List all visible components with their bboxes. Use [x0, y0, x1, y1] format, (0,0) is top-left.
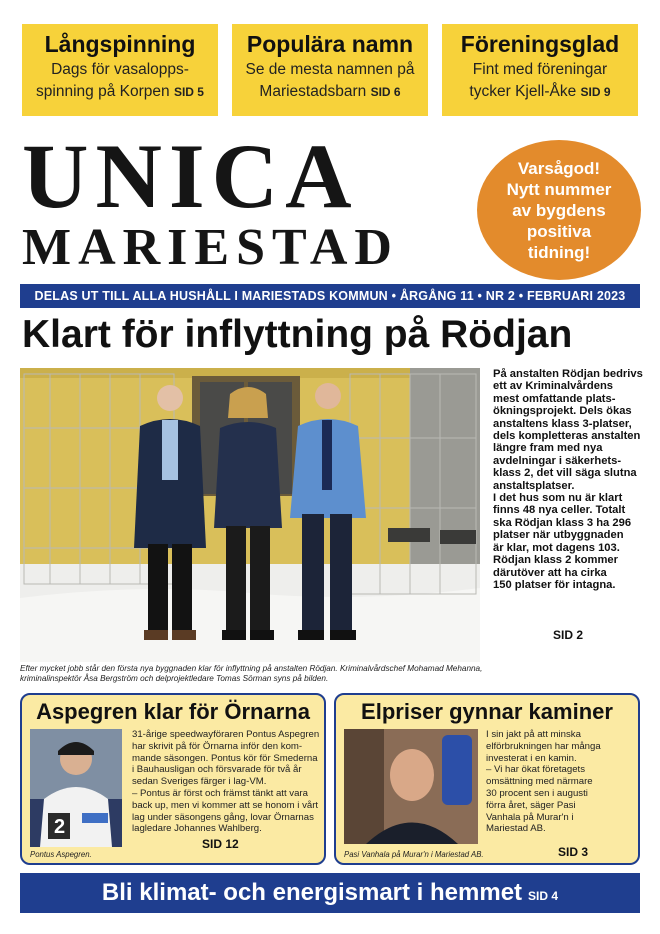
- banner-page: SID 4: [528, 889, 559, 903]
- story-box-aspegren[interactable]: [20, 693, 326, 865]
- box-line: Mariestad AB.: [486, 823, 546, 835]
- box-line: lagledare Johannes Wahlberg.: [132, 823, 262, 835]
- article-line: avdelningar i säkerhets-: [493, 454, 622, 467]
- box-line: omsättning med närmare: [486, 776, 593, 788]
- box-caption: Pasi Vanhala på Murar'n i Mariestad AB.: [344, 850, 484, 859]
- main-article-text: [493, 368, 643, 591]
- box-line: elförbrukningen har många: [486, 740, 601, 752]
- article-line: längre fram med nya: [493, 442, 603, 455]
- box-line: lag under säsongens gång, lovar Örnarnas: [132, 811, 314, 823]
- badge-line: Varsågod!: [517, 158, 601, 178]
- teaser-line: Fint med föreningar: [472, 61, 608, 78]
- article-line: anstaltens klass 3-platser,: [493, 417, 632, 430]
- teaser-langspinning[interactable]: [22, 24, 218, 116]
- masthead-unica: UNICA: [22, 125, 359, 227]
- teaser-line: Dags för vasalopps-: [51, 61, 189, 78]
- article-line: dels kompletteras anstalten: [493, 430, 641, 443]
- teaser-title: Populära namn: [246, 31, 414, 57]
- box-line: I sin jakt på att minska: [486, 729, 581, 740]
- main-photo-illustration: [20, 368, 480, 662]
- box-page[interactable]: SID 12: [202, 837, 239, 851]
- teaser-page: SID 9: [580, 85, 611, 99]
- teaser-line: [442, 82, 638, 102]
- teaser-line: [232, 82, 428, 102]
- box-text: [486, 729, 636, 835]
- badge-line: tidning!: [527, 242, 591, 262]
- teaser-page: SID 6: [370, 85, 401, 99]
- teaser-page: SID 5: [173, 85, 204, 99]
- main-photo[interactable]: [20, 368, 480, 662]
- teaser-populara-namn[interactable]: [232, 24, 428, 116]
- main-article-page[interactable]: SID 2: [552, 628, 583, 642]
- teaser-line-text: Mariestadsbarn: [259, 83, 367, 100]
- box-line: mande säsongen. Pontus kör för Smederna: [132, 752, 318, 764]
- article-line: mest omfattande plats-: [493, 392, 616, 405]
- box-line: – Pontus är först och främst tänkt att vara: [132, 787, 308, 799]
- box-title: Aspegren klar för Örnarna: [36, 699, 310, 724]
- box-line: 30 procent sen i augusti: [486, 787, 588, 799]
- teaser-line: [22, 82, 218, 102]
- article-line: ökningsprojekt. Dels ökas: [493, 405, 632, 418]
- promo-badge: [477, 140, 641, 280]
- article-line: finns 48 nya celler. Totalt: [493, 504, 626, 517]
- article-line: anstaltsplatser.: [493, 479, 575, 492]
- teaser-line: Se de mesta namnen på: [245, 61, 415, 78]
- banner-text: Bli klimat- och energismart i hemmet: [101, 879, 523, 906]
- article-line: ska Rödjan klass 3 ha 296: [493, 516, 632, 529]
- box-line: investerat i en kamin.: [486, 752, 577, 764]
- article-line: På anstalten Rödjan bedrivs: [493, 368, 643, 380]
- teaser-title: Föreningsglad: [460, 31, 620, 57]
- box-line: – Vi har ökat företagets: [486, 764, 586, 776]
- teaser-line-text: tycker Kjell-Åke: [469, 83, 577, 100]
- article-line: I det hus som nu är klart: [493, 492, 623, 505]
- box-line: back up, men vi kommer att se honom i vårt: [132, 799, 319, 811]
- box-text: [132, 729, 322, 835]
- caption-line: kriminalinspektör Åsa Bergström och delprojektledare Tomas Sörman syns på bilden.: [20, 674, 329, 683]
- box-photo-aspegren: [30, 729, 122, 847]
- article-line: ett av Kriminalvårdens: [493, 380, 614, 393]
- article-line: är klar, mot dagens 103.: [493, 541, 620, 554]
- distribution-strip: DELAS UT TILL ALLA HUSHÅLL I MARIESTADS KOMMUN • ÅRGÅNG 11 • NR 2 • FEBRUARI 2023: [20, 284, 640, 308]
- badge-line: av bygdens: [512, 200, 606, 220]
- rider-photo-illustration: [30, 729, 122, 847]
- article-line: 150 platser för intagna.: [493, 578, 616, 591]
- teaser-title: Långspinning: [44, 31, 196, 57]
- main-headline[interactable]: Klart för inflyttning på Rödjan: [22, 313, 573, 356]
- box-line: har skrivit på för Örnarna inför den kom-: [132, 740, 303, 752]
- box-line: i Bauhausligan och försvarade för två år: [132, 764, 302, 776]
- badge-line: positiva: [526, 221, 592, 241]
- box-photo-vanhala: [344, 729, 478, 844]
- article-line: klass 2, det vill säga slutna: [493, 467, 637, 480]
- masthead-mariestad: MARIESTAD: [22, 219, 399, 276]
- box-line: 31-årige speedwayföraren Pontus Aspegren: [132, 729, 320, 740]
- teaser-foreningsglad[interactable]: [442, 24, 638, 116]
- box-line: förra året, säger Pasi: [486, 799, 576, 811]
- box-line: sedan Sveriges färger i lag-VM.: [132, 776, 267, 788]
- box-page[interactable]: SID 3: [558, 845, 589, 859]
- box-caption: Pontus Aspegren.: [30, 850, 92, 859]
- box-title: Elpriser gynnar kaminer: [361, 699, 613, 724]
- teaser-line-text: spinning på Korpen: [36, 83, 170, 100]
- badge-line: Nytt nummer: [506, 179, 612, 199]
- main-photo-caption: [20, 664, 490, 684]
- caption-line: Efter mycket jobb står den första nya byggnaden klar för inflyttning på anstalten Rödjan. Kriminalvårdschef Mohamad Mehanna,: [20, 664, 483, 673]
- article-line: platser när utbyggnaden: [493, 529, 624, 542]
- story-box-elpriser[interactable]: [334, 693, 640, 865]
- box-line: Vanhala på Murar'n i: [486, 811, 574, 823]
- bottom-banner[interactable]: [20, 873, 640, 913]
- article-line: därutöver att ha cirka: [493, 566, 607, 579]
- portrait-photo-illustration: [344, 729, 478, 844]
- article-line: Rödjan klass 2 kommer: [493, 554, 618, 567]
- rider-number: 2: [54, 816, 66, 838]
